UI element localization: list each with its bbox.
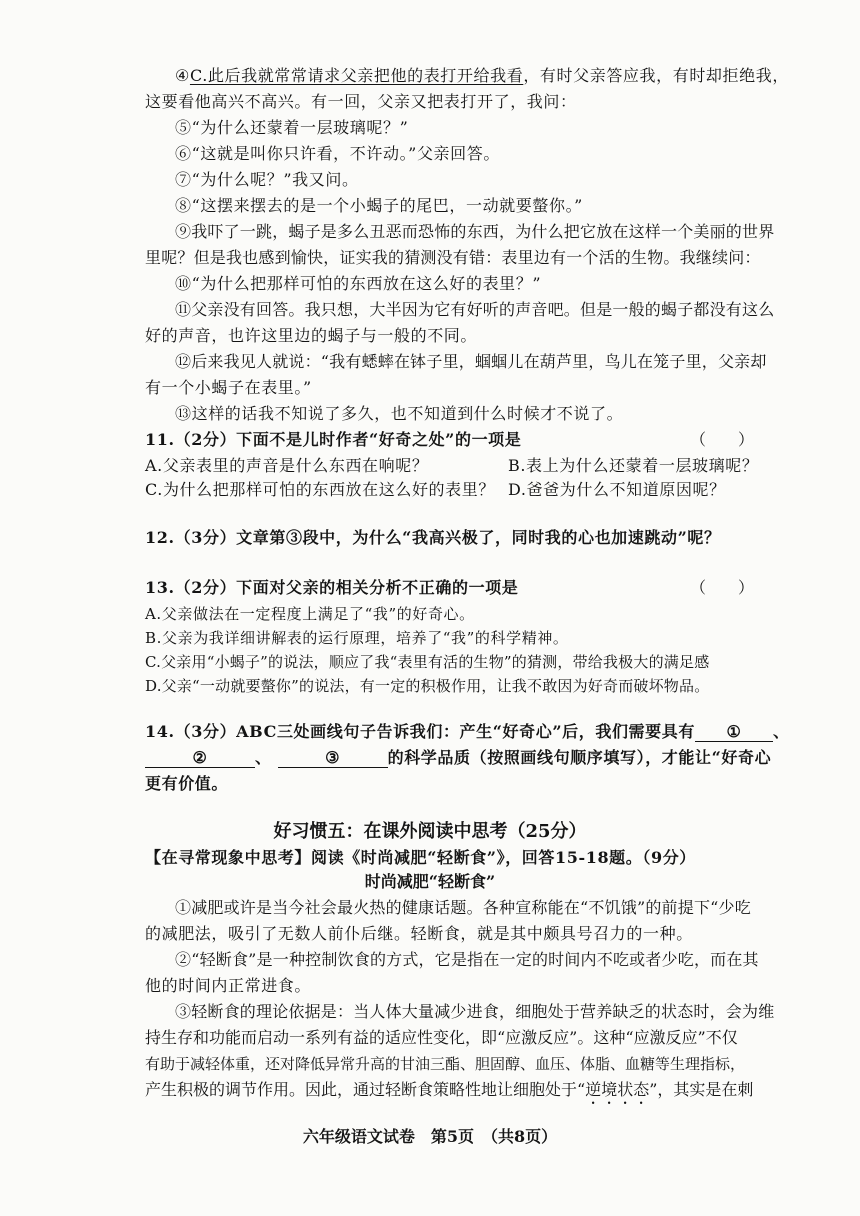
question-13-stem: 13.（2分）下面对父亲的相关分析不正确的一项是 — [145, 578, 519, 597]
page-footer: 六年级语文试卷 第5页 （共8页） — [302, 1127, 558, 1146]
passage-paragraph-12-cont: 有一个小蝎子在表里。” — [145, 378, 312, 397]
question-13-option-d: D.父亲“一动就要螫你”的说法，有一定的积极作用，让我不敢因为好奇而破坏物品。 — [145, 677, 710, 695]
article-paragraph-1-cont: 的减肥法，吸引了无数人前仆后继。轻断食，就是其中颇具号召力的一种。 — [145, 924, 693, 943]
passage-paragraph-6: ⑥“这就是叫你只许看，不许动。”父亲回答。 — [175, 144, 500, 163]
paragraph-number: ④ — [175, 66, 190, 85]
passage-paragraph-4: ④C.此后我就常常请求父亲把他的表打开给我看，有时父亲答应我，有时却拒绝我， — [175, 66, 789, 85]
section-5-intro: 【在寻常现象中思考】阅读《时尚减肥“轻断食”》，回答15-18题。（9分） — [145, 848, 696, 867]
article-paragraph-3-line2: 持生存和功能而启动一系列有益的适应性变化，即“应激反应”。这种“应激反应”不仅 — [145, 1028, 738, 1047]
question-11-option-a: A.父亲表里的声音是什么东西在响呢？ — [145, 456, 429, 475]
passage-paragraph-9-cont: 里呢？但是我也感到愉快，证实我的猜测没有错：表里边有一个活的生物。我继续问： — [145, 248, 761, 267]
article-paragraph-1: ①减肥或许是当今社会最火热的健康话题。各种宣称能在“不饥饿”的前提下“少吃 — [175, 898, 751, 917]
passage-paragraph-8: ⑧“这摆来摆去的是一个小蝎子的尾巴，一动就要螫你。” — [175, 196, 583, 215]
question-13-option-b: B.父亲为我详细讲解表的运行原理，培养了“我”的科学精神。 — [145, 629, 569, 647]
passage-paragraph-5: ⑤“为什么还蒙着一层玻璃呢？” — [175, 118, 409, 137]
article-paragraph-2: ②“轻断食”是一种控制饮食的方式，它是指在一定的时间内不吃或者少吃，而在其 — [175, 950, 759, 969]
question-13-option-c: C.父亲用“小蝎子”的说法，顺应了我“表里有活的生物”的猜测，带给我极大的满足感 — [145, 653, 710, 671]
answer-blank-3[interactable]: ③ — [278, 749, 388, 768]
answer-blank-2[interactable]: ② — [145, 749, 255, 768]
passage-paragraph-4-cont: 这要看他高兴不高兴。有一回，父亲又把表打开了，我问： — [145, 92, 577, 111]
passage-paragraph-10: ⑩“为什么把那样可怕的东西放在这么好的表里？” — [175, 274, 542, 293]
question-14-stem: 14.（3分）ABC三处画线句子告诉我们：产生“好奇心”后，我们需要具有 ① 、 — [145, 722, 790, 741]
question-11-stem: 11.（2分）下面不是儿时作者“好奇之处”的一项是 — [145, 430, 522, 449]
question-11-answer-paren[interactable]: （ ） — [690, 430, 755, 449]
section-5-title: 好习惯五：在课外阅读中思考（25分） — [273, 821, 587, 842]
underlined-sentence-c: C.此后我就常常请求父亲把他的表打开给我看 — [189, 66, 524, 85]
article-paragraph-3-line4: 产生积极的调节作用。因此，通过轻断食策略性地让细胞处于“逆境状态”，其实是在刺 — [145, 1080, 754, 1099]
passage-paragraph-7: ⑦“为什么呢？”我又问。 — [175, 170, 359, 189]
passage-paragraph-9: ⑨我吓了一跳，蝎子是多么丑恶而恐怖的东西，为什么把它放在这样一个美丽的世界 — [175, 222, 775, 241]
passage-paragraph-11: ⑪父亲没有回答。我只想，大半因为它有好听的声音吧。但是一般的蝎子都没有这么 — [175, 300, 775, 319]
question-11-option-d: D.爸爸为什么不知道原因呢？ — [508, 480, 726, 499]
passage-paragraph-13: ⑬这样的话我不知说了多久，也不知道到什么时候才不说了。 — [175, 404, 624, 423]
question-13-answer-paren[interactable]: （ ） — [690, 578, 755, 597]
question-11-option-c: C.为什么把那样可怕的东西放在这么好的表里？ — [145, 480, 495, 499]
question-14-blanks-line: ② 、 ③ 的科学品质（按照画线句顺序填写），才能让“好奇心 — [145, 748, 771, 768]
answer-blank-1[interactable]: ① — [695, 723, 773, 742]
article-paragraph-3-line3: 有助于减轻体重，还对降低异常升高的甘油三酯、胆固醇、血压、体脂、血糖等生理指标， — [145, 1055, 746, 1073]
question-11-option-b: B.表上为什么还蒙着一层玻璃呢？ — [508, 456, 759, 475]
emphasis-dotted-text: 逆境状态 — [585, 1080, 650, 1099]
question-14-cont: 更有价值。 — [145, 774, 229, 793]
article-paragraph-3: ③轻断食的理论依据是：当人体大量减少进食，细胞处于营养缺乏的状态时，会为维 — [175, 1002, 775, 1021]
question-12-stem: 12.（3分）文章第③段中，为什么“我高兴极了，同时我的心也加速跳动”呢？ — [145, 528, 721, 547]
question-13-option-a: A.父亲做法在一定程度上满足了“我”的好奇心。 — [145, 605, 475, 623]
article-paragraph-2-cont: 他的时间内正常进食。 — [145, 976, 312, 995]
passage-paragraph-11-cont: 好的声音，也许这里边的蝎子与一般的不同。 — [145, 326, 478, 345]
article-title: 时尚减肥“轻断食” — [364, 872, 496, 891]
passage-paragraph-12: ⑫后来我见人就说：“我有蟋蟀在钵子里，蝈蝈儿在葫芦里，鸟儿在笼子里，父亲却 — [175, 352, 767, 371]
